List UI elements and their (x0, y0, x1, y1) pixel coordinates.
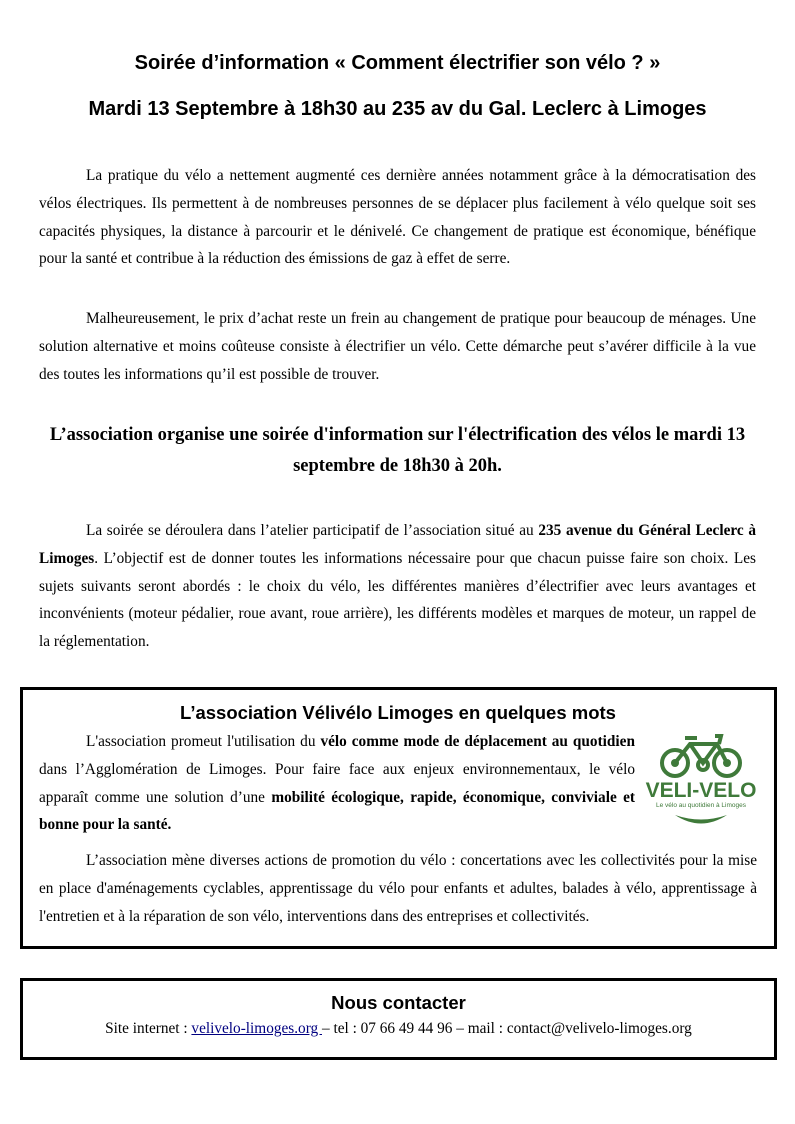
contact-line (23, 1020, 774, 1038)
website-link[interactable]: velivelo-limoges.org (191, 1020, 322, 1037)
svg-text:Le vélo au quotidien à Limoges: Le vélo au quotidien à Limoges (656, 802, 746, 809)
text: vélo comme mode de déplacement au quotidien (320, 733, 635, 750)
about-box (20, 687, 777, 949)
text: mobilité écologique, rapide, économique, conviviale et bonne pour la santé. (39, 788, 635, 834)
text: dans l’Agglomération de Limoges. Pour faire face aux enjeux environnementaux, le vélo apparaît comme une solution d’une (39, 760, 635, 806)
paragraph-1: La pratique du vélo a nettement augmenté ces dernière années notamment grâce à la démocratisation des vélos électriques. Ils permettent à de nombreuses personnes de se déplacer plus facilement à vélo quelque soit ses capacités physiques, la distance à parcourir et le dénivelé. Ce changement de pratique est économique, bénéfique pour la santé et contribue à la réduction des émissions de gaz à effet de serre. (39, 167, 756, 268)
announcement: L’association organise une soirée d'information sur l'électrification des vélos le mardi 13 septembre de 18h30 à 20h. (49, 425, 746, 476)
text: L'association promeut l'utilisation du (86, 733, 321, 750)
text: . L’objectif est de donner toutes les informations nécessaire pour que chacun puisse faire son choix. Les sujets suivants seront abordés : le choix du vélo, les différentes manières d’électrifier avec leurs avantages et inconvénients (moteur pédalier, roue avant, roue arrière), les différents modèles et marques de moteur, un rappel de la réglementation. (39, 549, 756, 651)
about-title: L’association Vélivélo Limoges en quelques mots (180, 702, 616, 723)
site-label: Site internet : (105, 1020, 192, 1037)
contact-box (20, 978, 777, 1060)
about-paragraph-2: L’association mène diverses actions de promotion du vélo : concertations avec les collectivités pour la mise en place d'aménagements cyclables, apprentissage du vélo pour enfants et adultes, balades à vélo, apprentissage à l'entretien et à la réparation de son vélo, interventions dans des entreprises et collectivités. (39, 852, 757, 925)
title-1: Soirée d’information « Comment électrifier son vélo ? » (134, 52, 661, 74)
svg-text:VELI-VELO: VELI-VELO (645, 779, 757, 802)
title-2: Mardi 13 Septembre à 18h30 au 235 av du Gal. Leclerc à Limoges (88, 98, 707, 120)
address: 235 avenue du Général Leclerc à Limoges (39, 522, 757, 567)
text: La soirée se déroulera dans l’atelier participatif de l’association situé au (86, 522, 539, 539)
contact-title: Nous contacter (331, 992, 466, 1013)
paragraph-3 (39, 517, 756, 656)
contact-details: – tel : 07 66 49 44 96 – mail : contact@velivelo-limoges.org (322, 1020, 692, 1037)
paragraph-2: Malheureusement, le prix d’achat reste un frein au changement de pratique pour beaucoup de ménages. Une solution alternative et moins coûteuse consiste à électrifier un vélo. Cette démarche peut s’avérer difficile à la vue des toutes les informations qu’il est possible de trouver. (39, 310, 756, 383)
velivelo-logo (645, 730, 757, 830)
